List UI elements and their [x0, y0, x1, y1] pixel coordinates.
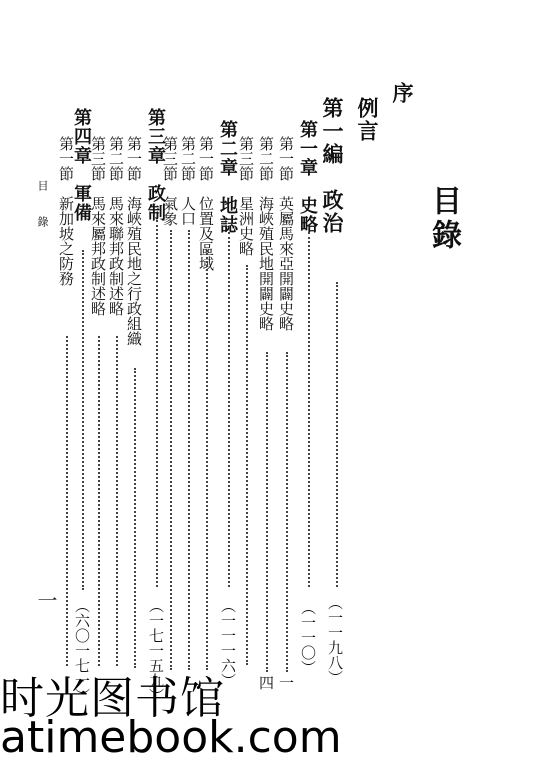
chapter2-section1[interactable]: 第一節 位置及區域: [197, 136, 215, 271]
page-number: （一一一六）: [219, 598, 237, 688]
running-head: 目 錄: [36, 180, 49, 233]
leader-dots: [246, 265, 248, 665]
chapter3-section3[interactable]: 第三節 馬來屬邦政制述略: [89, 136, 107, 316]
watermark-line2: atimebook.com: [0, 712, 342, 763]
chapter2-section2[interactable]: 第二節 人口: [179, 136, 197, 226]
page-number: 四: [257, 675, 275, 690]
part1-heading[interactable]: 第一編 政治: [320, 97, 345, 235]
entry-example[interactable]: 例言: [355, 97, 380, 143]
leader-dots: [188, 230, 190, 670]
leader-dots: [98, 336, 100, 666]
chapter1-section2[interactable]: 第二節 海峽殖民地開闢史略: [257, 136, 275, 331]
chapter4-section1[interactable]: 第一節 新加坡之防務: [57, 136, 75, 286]
leader-dots: [286, 352, 288, 672]
chapter1-section1[interactable]: 第一節 英屬馬來亞開闢史略: [277, 136, 295, 331]
page-title: 目錄: [426, 185, 461, 253]
page-number: （一七一五九）: [147, 598, 165, 703]
chapter3-section1[interactable]: 第一節 海峽殖民地之行政組織: [125, 136, 143, 346]
page-mark: 一: [34, 590, 58, 610]
chapter2-section3[interactable]: 第三節 氣象: [161, 136, 179, 226]
leader-dots: [336, 282, 338, 587]
page-number: （一一〇）: [299, 600, 317, 675]
chapter4-heading[interactable]: 第四章 軍備: [71, 108, 92, 222]
watermark-line1: 时光图书馆: [0, 673, 225, 724]
leader-dots: [206, 250, 208, 670]
chapter1-heading[interactable]: 第一章 史略: [297, 120, 318, 234]
leader-dots: [116, 336, 118, 666]
leader-dots: [134, 368, 136, 668]
leader-dots: [170, 230, 172, 670]
leader-dots: [82, 250, 84, 590]
leader-dots: [66, 336, 68, 666]
leader-dots: [156, 220, 158, 587]
leader-dots: [228, 232, 230, 587]
entry-preface[interactable]: 序: [390, 82, 415, 105]
page-number: （六〇一七一）: [73, 598, 91, 703]
page-number: （一一九八）: [326, 595, 344, 685]
leader-dots: [266, 352, 268, 672]
page-number: 一: [277, 675, 295, 690]
leader-dots: [308, 232, 310, 587]
chapter1-section3[interactable]: 第三節 星洲史略: [237, 136, 255, 256]
chapter2-heading[interactable]: 第二章 地誌: [217, 120, 238, 234]
chapter3-section2[interactable]: 第二節 馬來聯邦政制述略: [107, 136, 125, 316]
chapter3-heading[interactable]: 第三章 政制: [145, 108, 166, 222]
